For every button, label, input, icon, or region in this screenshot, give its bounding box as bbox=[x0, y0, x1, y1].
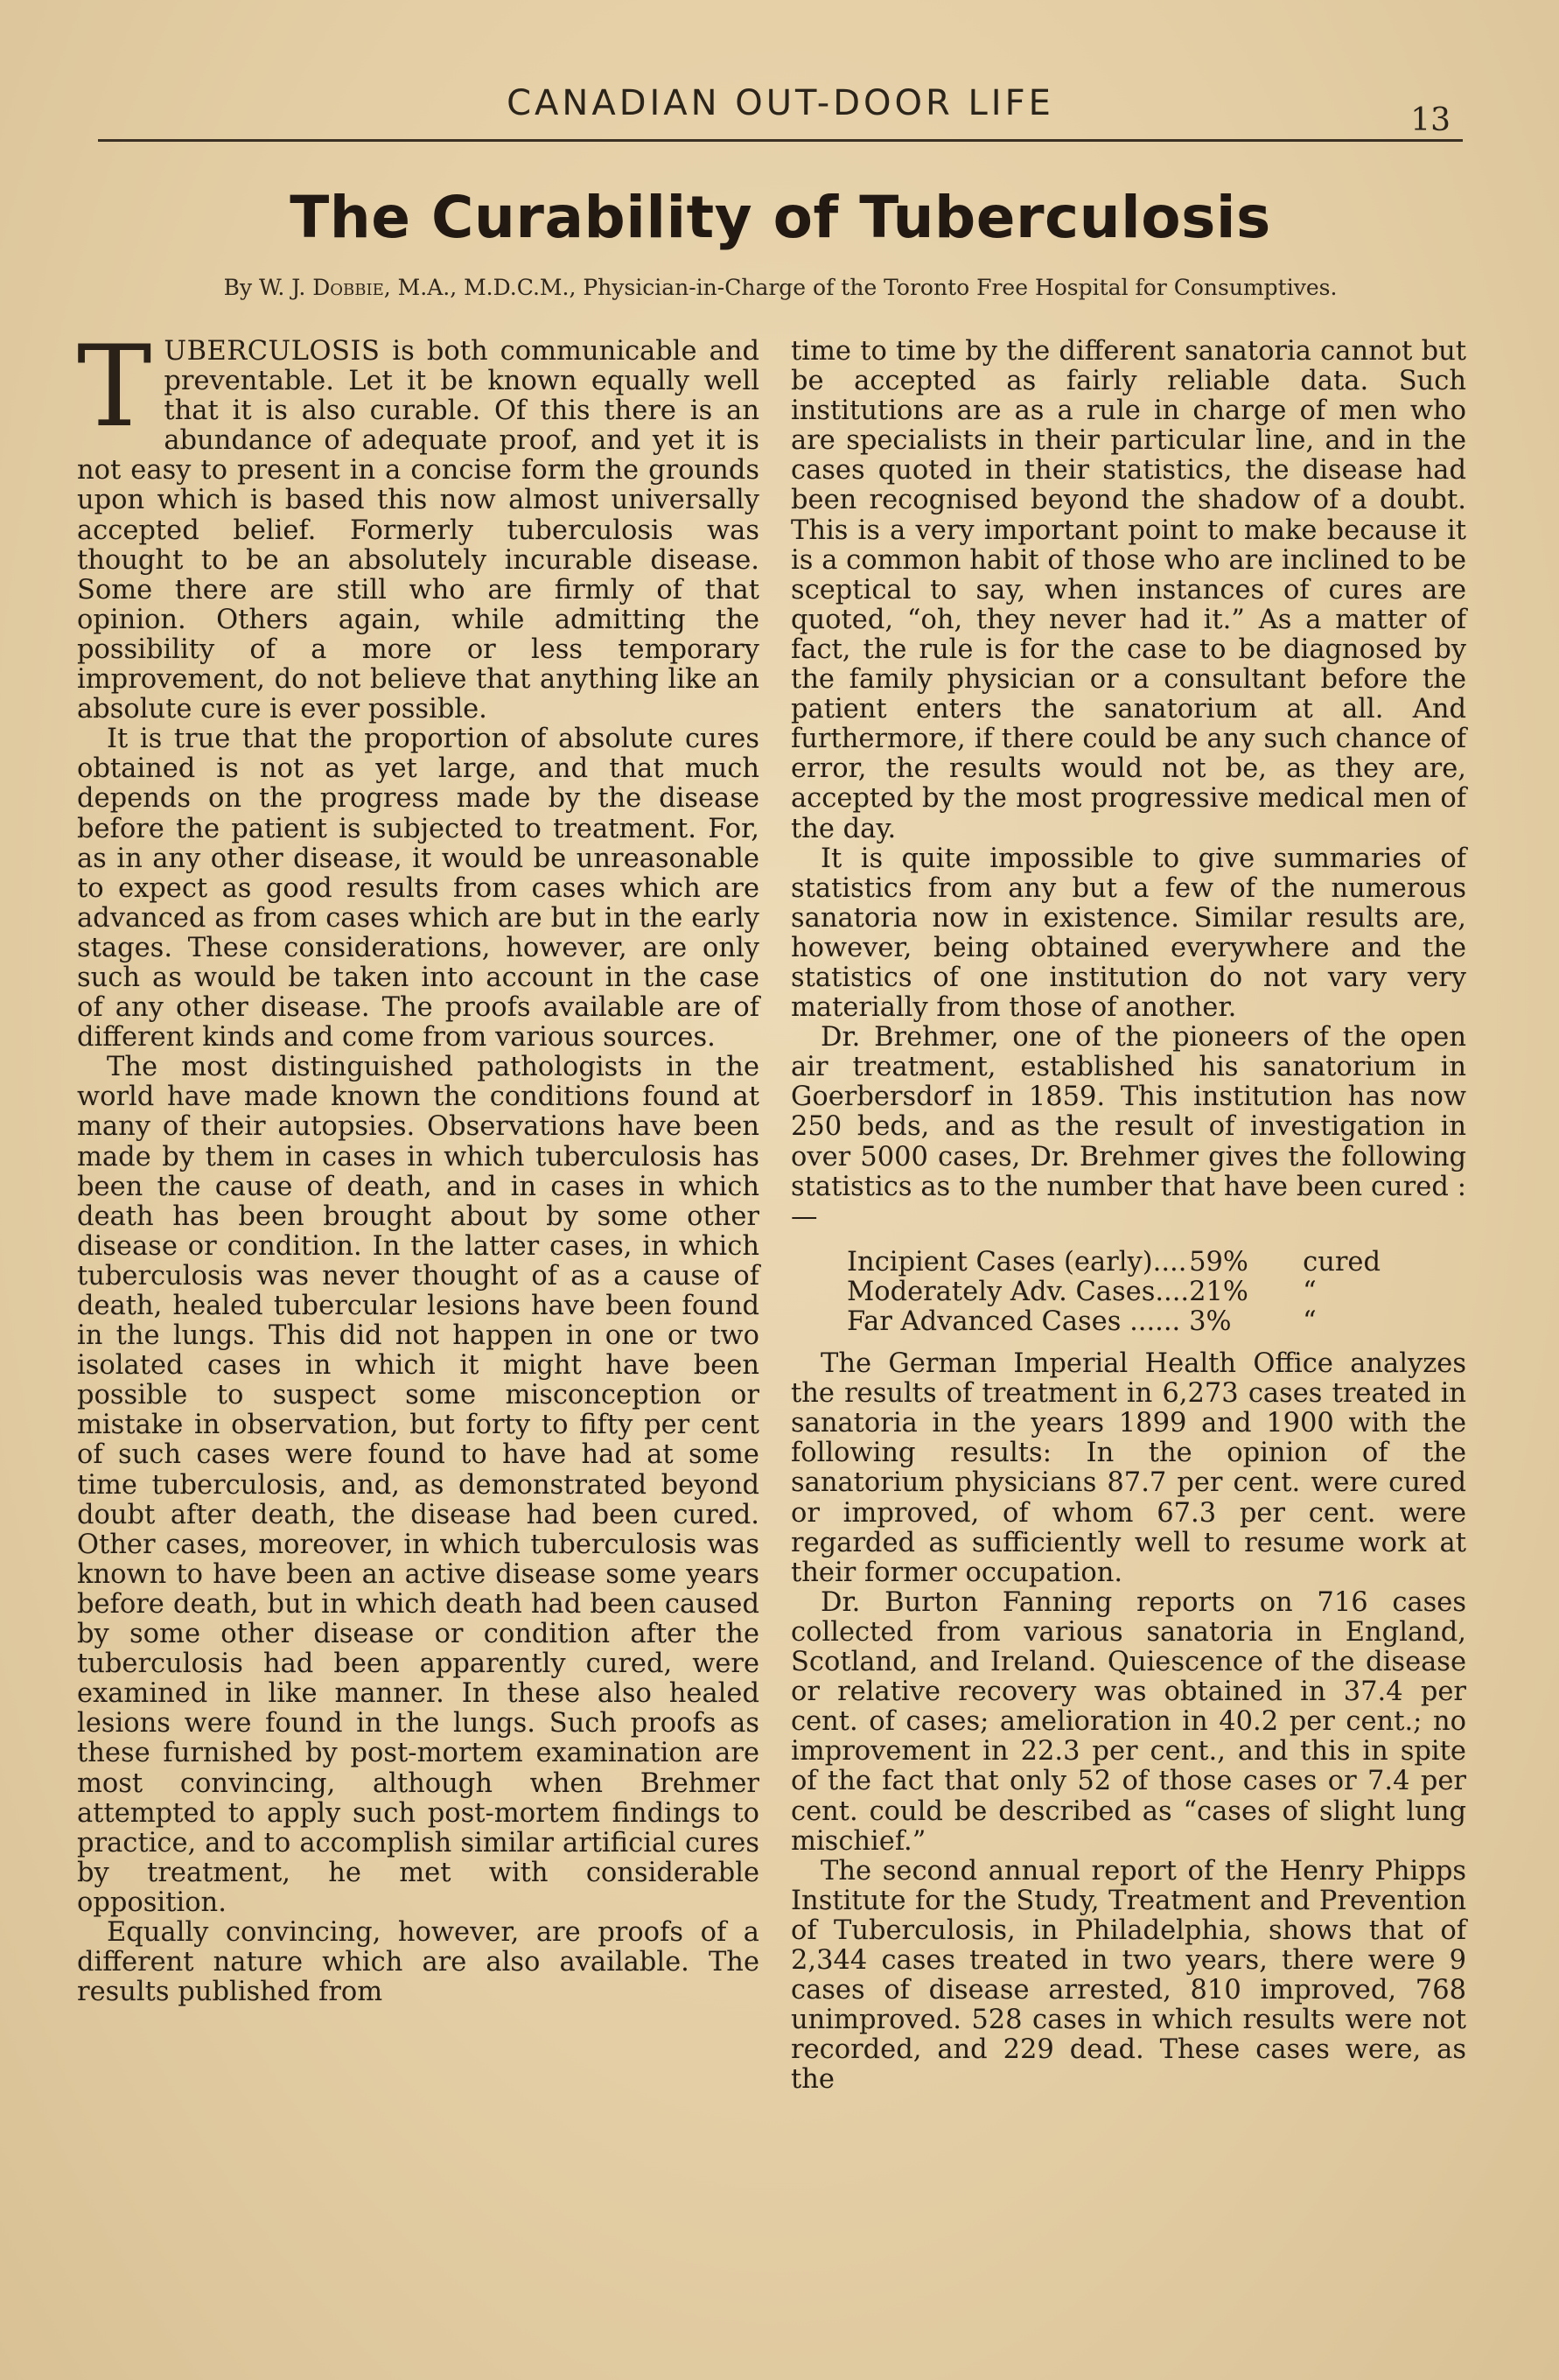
stats-note: “ bbox=[1303, 1276, 1317, 1307]
stats-row bbox=[847, 1307, 1381, 1337]
stats-value: 59% bbox=[1189, 1246, 1248, 1278]
stats-row bbox=[847, 1278, 1381, 1307]
header-rule bbox=[98, 139, 1463, 142]
byline-author-surname: Dobbie bbox=[312, 275, 384, 300]
paragraph-text: is both communicable and preventable. Let it be known equally well that it is also curable. Of this there is an abundance of adequate proof, and yet it is not easy to present in a concise form the grounds upon which is based this now almost universally accepted belief. Formerly tuberculosis was thought to be an absolutely incurable disease. Some there are still who are firmly of that opinion. Others again, while admitting the possibility of a more or less temporary improvement, do not believe that anything like an absolute cure is ever possible. bbox=[77, 336, 759, 725]
paragraph: time to time by the different sanatoria cannot but be accepted as fairly reliable data. Such institutions are as a rule in charge of men who are specialists in their particular line, and in the cases quoted in their statistics, the disease had been recognised beyond the shadow of a doubt. This is a very important point to make because it is a common habit of those who are inclined to be sceptical to say, when instances of cures are quoted, “oh, they never had it.” As a matter of fact, the rule is for the case to be diagnosed by the family physician or a consultant before the patient enters the sanatorium at all. And furthermore, if there could be any such chance of error, the results would not be, as they are, accepted by the most progressive medical men of the day. bbox=[791, 336, 1466, 844]
paragraph: The second annual report of the Henry Phipps Institute for the Study, Treatment and Prevention of Tuberculosis, in Philadelphia, shows that of 2,344 cases treated in two years, there were 9 cases of disease arrested, 810 improved, 768 unimproved. 528 cases in which results were not recorded, and 229 dead. These cases were, as the bbox=[791, 1855, 1466, 2096]
paragraph: Dr. Burton Fanning reports on 716 cases collected from various sanatoria in England, Scotland, and Ireland. Quiescence of the disease or relative recovery was obtained in 37.4 per cent. of cases; amelioration in 40.2 per cent.; no improvement in 22.3 per cent., and this in spite of the fact that only 52 of those cases or 7.4 per cent. could be described as “cases of slight lung mischief.” bbox=[791, 1586, 1466, 1857]
stats-value: 21% bbox=[1189, 1276, 1248, 1307]
stats-label: Incipient Cases (early).... bbox=[847, 1246, 1187, 1278]
article-title: The Curability of Tuberculosis bbox=[290, 184, 1271, 251]
cure-statistics-table bbox=[847, 1248, 1381, 1337]
opening-word: UBERCULOSIS bbox=[164, 336, 381, 367]
stats-note: “ bbox=[1303, 1306, 1317, 1337]
paragraph: Dr. Brehmer, one of the pioneers of the open air treatment, established his sanatorium in Goerbersdorf in 1859. This institution has now 250 beds, and as the result of investigation in over 5000 cases, Dr. Brehmer gives the following statistics as to the number that have been cured :— bbox=[791, 1022, 1466, 1232]
running-header bbox=[98, 83, 1463, 144]
paragraph: It is true that the proportion of absolute cures obtained is not as yet large, and that much depends on the progress made by the disease before the patient is subjected to treatment. For, as in any other disease, it would be unreasonable to expect as good results from cases which are advanced as from cases which are but in the early stages. These considerations, however, are only such as would be taken into account in the case of any other disease. The proofs available are of different kinds and come from various sources. bbox=[77, 724, 759, 1054]
stats-value: 3% bbox=[1189, 1306, 1232, 1337]
paragraph: The German Imperial Health Office analyzes the results of treatment in 6,273 cases treated in sanatoria in the years 1899 and 1900 with the following results: In the opinion of the sanatorium physicians 87.7 per cent. were cured or improved, of whom 67.3 per cent. were regarded as sufficiently well to resume work at their former occupation. bbox=[791, 1348, 1466, 1588]
drop-cap: T bbox=[77, 322, 152, 452]
paragraph: The most distinguished pathologists in the world have made known the conditions found at many of their autopsies. Observations have been made by them in cases in which tuberculosis has been the cause of death, and in cases in which death has been brought about by some other disease or condition. In the latter cases, in which tuberculosis was never thought of as a cause of death, healed tubercular lesions have been found in the lungs. This did not happen in one or two isolated cases in which it might have been possible to suspect some misconception or mistake in observation, but forty to fifty per cent of such cases were found to have had at some time tuberculosis, and, as demonstrated beyond doubt after death, the disease had been cured. Other cases, moreover, in which tuberculosis was known to have been an active disease some years before death, but in which death had been caused by some other disease or condition after the tuberculosis had been apparently cured, were examined in like manner. In these also healed lesions were found in the lungs. Such proofs as these furnished by post-mortem examination are most convincing, although when Brehmer attempted to apply such post-mortem findings to practice, and to accomplish similar artificial cures by treatment, he met with considerable opposition. bbox=[77, 1052, 759, 1918]
paragraph: Equally convincing, however, are proofs of a different nature which are also available. The results published from bbox=[77, 1916, 759, 2008]
stats-note: cured bbox=[1303, 1246, 1381, 1278]
byline-prefix: By W. J. bbox=[223, 275, 313, 300]
paragraph bbox=[77, 322, 759, 725]
stats-label: Moderately Adv. Cases.... bbox=[847, 1276, 1190, 1307]
stats-row bbox=[847, 1248, 1381, 1278]
stats-label: Far Advanced Cases ...... bbox=[847, 1306, 1181, 1337]
byline-rest: , M.A., M.D.C.M., Physician-in-Charge of the Toronto Free Hospital for Consumptives. bbox=[383, 275, 1338, 300]
right-column bbox=[791, 337, 1466, 2095]
page-number: 13 bbox=[1410, 102, 1451, 138]
magazine-title: CANADIAN OUT-DOOR LIFE bbox=[507, 83, 1054, 123]
byline bbox=[98, 275, 1463, 300]
paragraph: It is quite impossible to give summaries of statistics from any but a few of the numerous sanatoria now in existence. Similar results are, however, being obtained everywhere and the statistics of one institution do not vary very materially from those of another. bbox=[791, 843, 1466, 1024]
left-column bbox=[77, 322, 759, 2008]
